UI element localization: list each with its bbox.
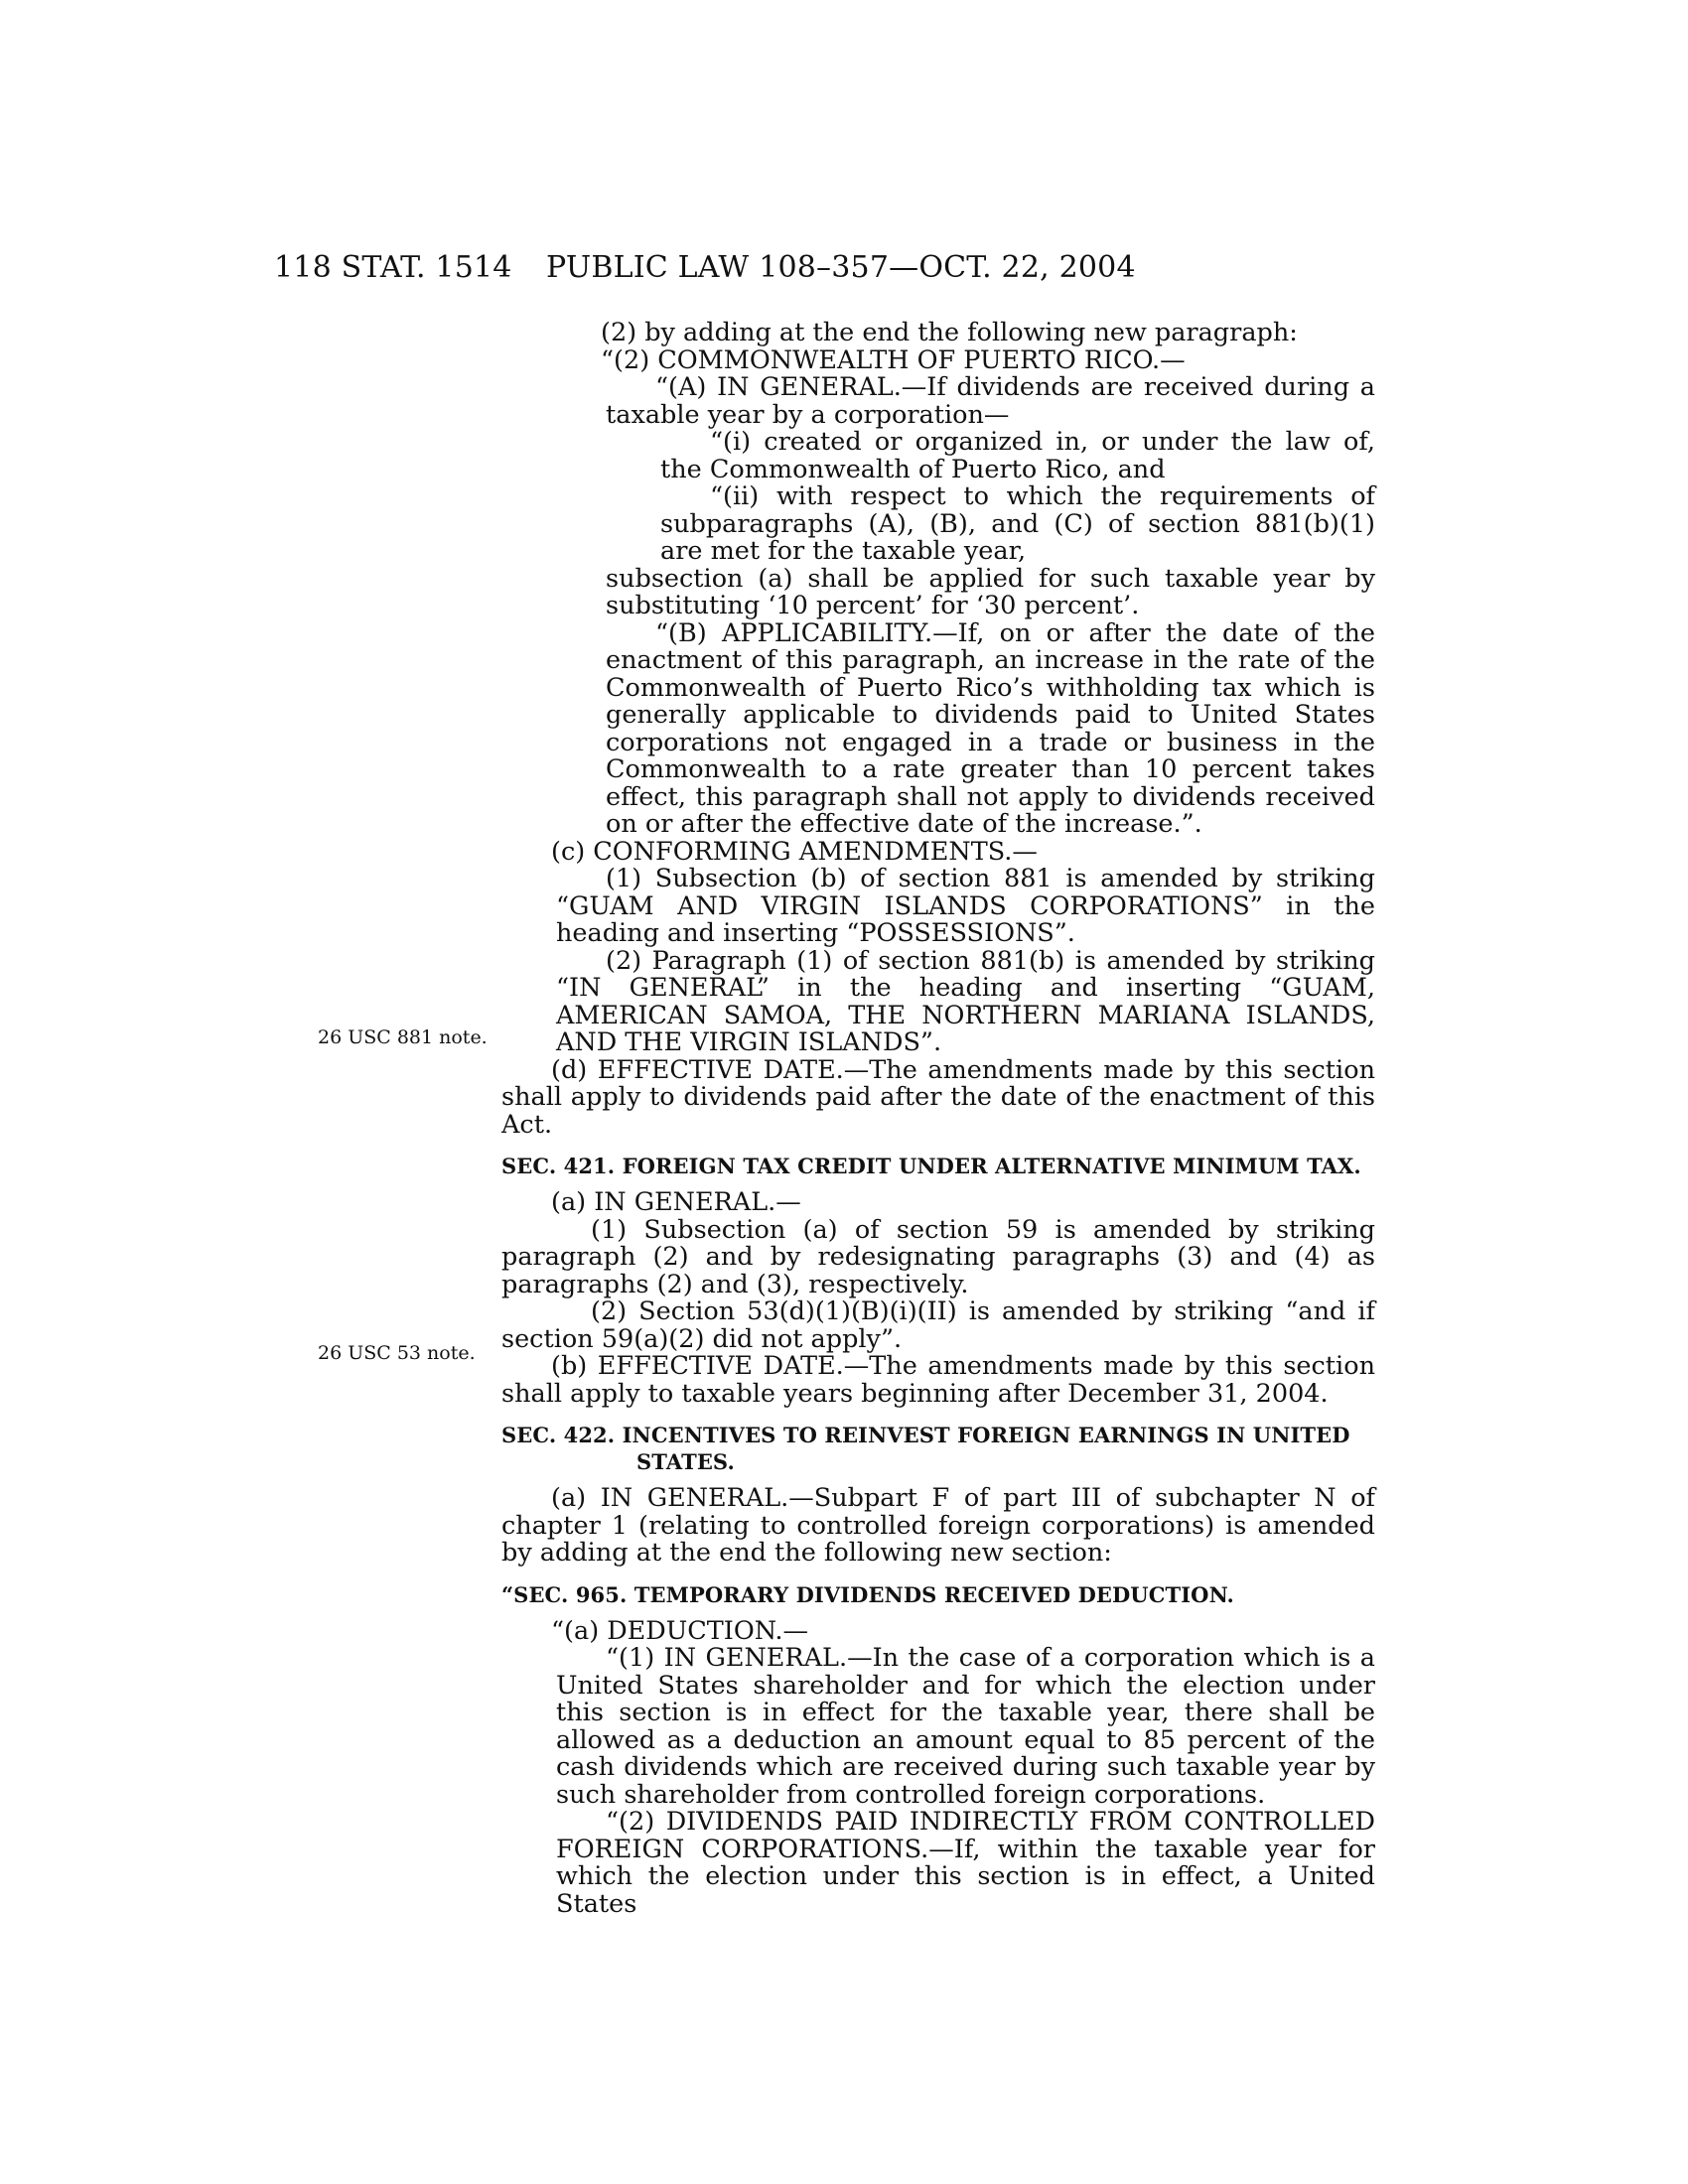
paragraph: “(ii) with respect to which the requirements of subparagraphs (A), (B), and (C) of section 881(b)(1) are met for the taxable year, <box>660 481 1375 566</box>
running-head-title: PUBLIC LAW 108–357—OCT. 22, 2004 <box>546 250 1136 285</box>
paragraph: “(B) APPLICABILITY.—If, on or after the date of the enactment of this paragraph, an increase in the rate of the Commonwealth of Puerto Rico’s withholding tax which is generally applicable to dividends paid to United States corporations not engaged in a trade or business in the Commonwealth to a rate greater than 10 percent takes effect, this paragraph shall not apply to dividends received on or after the effective date of the increase.”. <box>606 617 1375 839</box>
paragraph: (2) by adding at the end the following new paragraph: <box>601 318 1298 347</box>
statute-page-citation: 118 STAT. 1514 <box>274 250 512 285</box>
paragraph: “(A) IN GENERAL.—If dividends are received during a taxable year by a corporation— <box>606 372 1375 430</box>
paragraph: (1) Subsection (a) of section 59 is amended by striking paragraph (2) and by redesignating paragraphs (3) and (4) as paragraphs (2) and (3), respectively. <box>501 1214 1375 1299</box>
paragraph: “(2) COMMONWEALTH OF PUERTO RICO.— <box>601 344 1186 375</box>
margin-note-usc-53: 26 USC 53 note. <box>318 1342 476 1364</box>
paragraph: (a) IN GENERAL.—Subpart F of part III of subchapter N of chapter 1 (relating to controlled foreign corporations) is amended by adding at the end the following new section: <box>501 1483 1375 1568</box>
paragraph: “(i) created or organized in, or under the law of, the Commonwealth of Puerto Rico, and <box>660 427 1375 484</box>
paragraph: (a) IN GENERAL.— <box>551 1187 801 1217</box>
paragraph: (c) CONFORMING AMENDMENTS.— <box>551 836 1038 867</box>
paragraph: (d) EFFECTIVE DATE.—The amendments made by this section shall apply to dividends paid after the date of the enactment of this Act. <box>501 1054 1375 1140</box>
paragraph: (1) Subsection (b) of section 881 is amended by striking “GUAM AND VIRGIN ISLANDS CORPORATIONS” in the heading and inserting “POSSESSIONS”. <box>556 864 1375 948</box>
paragraph: “(2) DIVIDENDS PAID INDIRECTLY FROM CONTROLLED FOREIGN CORPORATIONS.—If, within the taxable year for which the election under this section is in effect, a United States <box>556 1807 1375 1919</box>
paragraph: (b) EFFECTIVE DATE.—The amendments made by this section shall apply to taxable years beginning after December 31, 2004. <box>501 1351 1375 1409</box>
paragraph: (2) Section 53(d)(1)(B)(i)(II) is amended by striking “and if section 59(a)(2) did not apply”. <box>501 1297 1375 1354</box>
document-body <box>501 320 1375 1918</box>
paragraph: (2) Paragraph (1) of section 881(b) is amended by striking “IN GENERAL” in the heading and inserting “GUAM, AMERICAN SAMOA, THE NORTHERN MARIANA ISLANDS, AND THE VIRGIN ISLANDS”. <box>556 945 1375 1057</box>
paragraph: subsection (a) shall be applied for such taxable year by substituting ‘10 percent’ for ‘30 percent’. <box>606 563 1375 620</box>
section-heading-965: “SEC. 965. TEMPORARY DIVIDENDS RECEIVED DEDUCTION. <box>501 1581 1234 1607</box>
paragraph: “(1) IN GENERAL.—In the case of a corporation which is a United States shareholder and for which the election under this section is in effect for the taxable year, there shall be allowed as a deduction an amount equal to 85 percent of the cash dividends which are received during such taxable year by such shareholder from controlled foreign corporations. <box>556 1643 1375 1810</box>
margin-note-usc-881: 26 USC 881 note. <box>318 1026 488 1048</box>
paragraph: “(a) DEDUCTION.— <box>551 1615 809 1646</box>
section-heading-421: SEC. 421. FOREIGN TAX CREDIT UNDER ALTERNATIVE MINIMUM TAX. <box>501 1154 1361 1178</box>
section-heading-422: SEC. 422. INCENTIVES TO REINVEST FOREIGN EARNINGS IN UNITED STATES. <box>501 1423 1350 1474</box>
